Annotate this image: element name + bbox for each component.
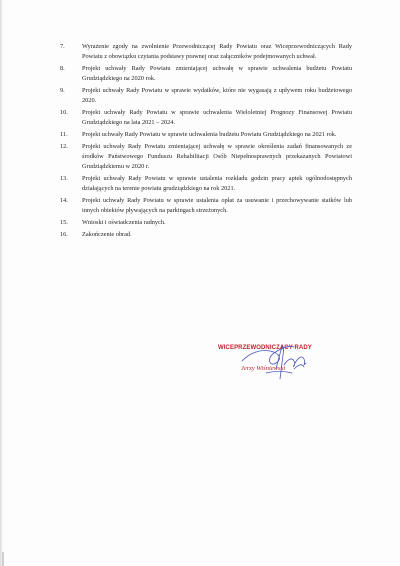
agenda-item: [60, 218, 352, 228]
agenda-item-text: Projekt uchwały Rady Powiatu w sprawie ustalenia opłat za usuwanie i przechowywanie statków lub innych obiektów pływających na parkingach strzeżonych.: [82, 196, 352, 215]
agenda-item: [60, 130, 352, 140]
agenda-list: [60, 42, 352, 241]
agenda-item-number: 9.: [60, 86, 65, 94]
official-stamp: [218, 345, 328, 385]
agenda-item-number: 7.: [60, 43, 65, 50]
agenda-item-number: 15.: [60, 218, 68, 226]
agenda-item-text: Projekt uchwały Rady Powiatu w sprawie wydatków, które nie wygasają z upływem roku budżetowego 2020.: [82, 86, 352, 105]
agenda-item-number: 10.: [60, 108, 68, 116]
agenda-item-number: 11.: [60, 130, 68, 138]
agenda-item: [60, 230, 352, 240]
agenda-item-number: 12.: [60, 142, 68, 150]
agenda-item: [60, 64, 352, 85]
scan-edge: [0, 0, 3, 566]
agenda-item: [60, 86, 352, 107]
agenda-item: [60, 142, 352, 173]
agenda-item: [60, 174, 352, 195]
agenda-item-text: Projekt uchwały Rady Powiatu w sprawie uchwalenia Wieloletniej Prognozy Finansowej Powiatu Grudziądzkiego na lata 2021 – 2024.: [82, 108, 352, 127]
stamp-title: WICEPRZEWODNICZĄCY RADY: [218, 345, 312, 351]
agenda-item-text: Projekt uchwały Rady Powiatu zmieniającej uchwałę w sprawie uchwalenia budżetu Powiatu Grudziądzkiego na 2020 rok.: [82, 64, 352, 83]
scan-artifact: [2, 552, 4, 566]
agenda-item: [60, 42, 352, 63]
agenda-item-text: Projekt uchwały Rady Powiatu w sprawie uchwalenia budżetu Powiatu Grudziądzkiego na 2021 rok.: [82, 130, 337, 138]
stamp-name: Jerzy Wiśniewski: [241, 365, 286, 372]
agenda-item-number: 14.: [60, 196, 68, 204]
agenda-item-text: Zakończenie obrad.: [82, 230, 132, 238]
agenda-item-text: Projekt uchwały Rady Powiatu zmieniającej uchwałę w sprawie określenia zadań finansowanych ze środków Państwowego Funduszu Rehabilitacji Osób Niepełnosprawnych przekazanych Powiatowi Grudziądzkiemu w 2020 r.: [82, 142, 352, 171]
agenda-item-text: Projekt uchwały Rady Powiatu w sprawie ustalenia rozkładu godzin pracy aptek ogólnodostępnych działających na terenie powiatu grudziądzkiego na rok 2021.: [82, 174, 352, 193]
agenda-item-number: 13.: [60, 174, 68, 182]
agenda-item: [60, 108, 352, 129]
agenda-item-text: Wnioski i oświadczenia radnych.: [82, 218, 166, 226]
agenda-item-number: 16.: [60, 230, 68, 238]
agenda-item-number: 8.: [60, 64, 65, 72]
agenda-item-text: Wyrażenie zgody na zwolnienie Przewodniczącej Rady Powiatu oraz Wiceprzewodniczących Rady Powiatu z obowiązku czytania podstawy prawnej oraz załączników podejmowanych uchwał.: [82, 43, 352, 61]
handwritten-signature: [236, 339, 326, 383]
agenda-item: [60, 196, 352, 217]
